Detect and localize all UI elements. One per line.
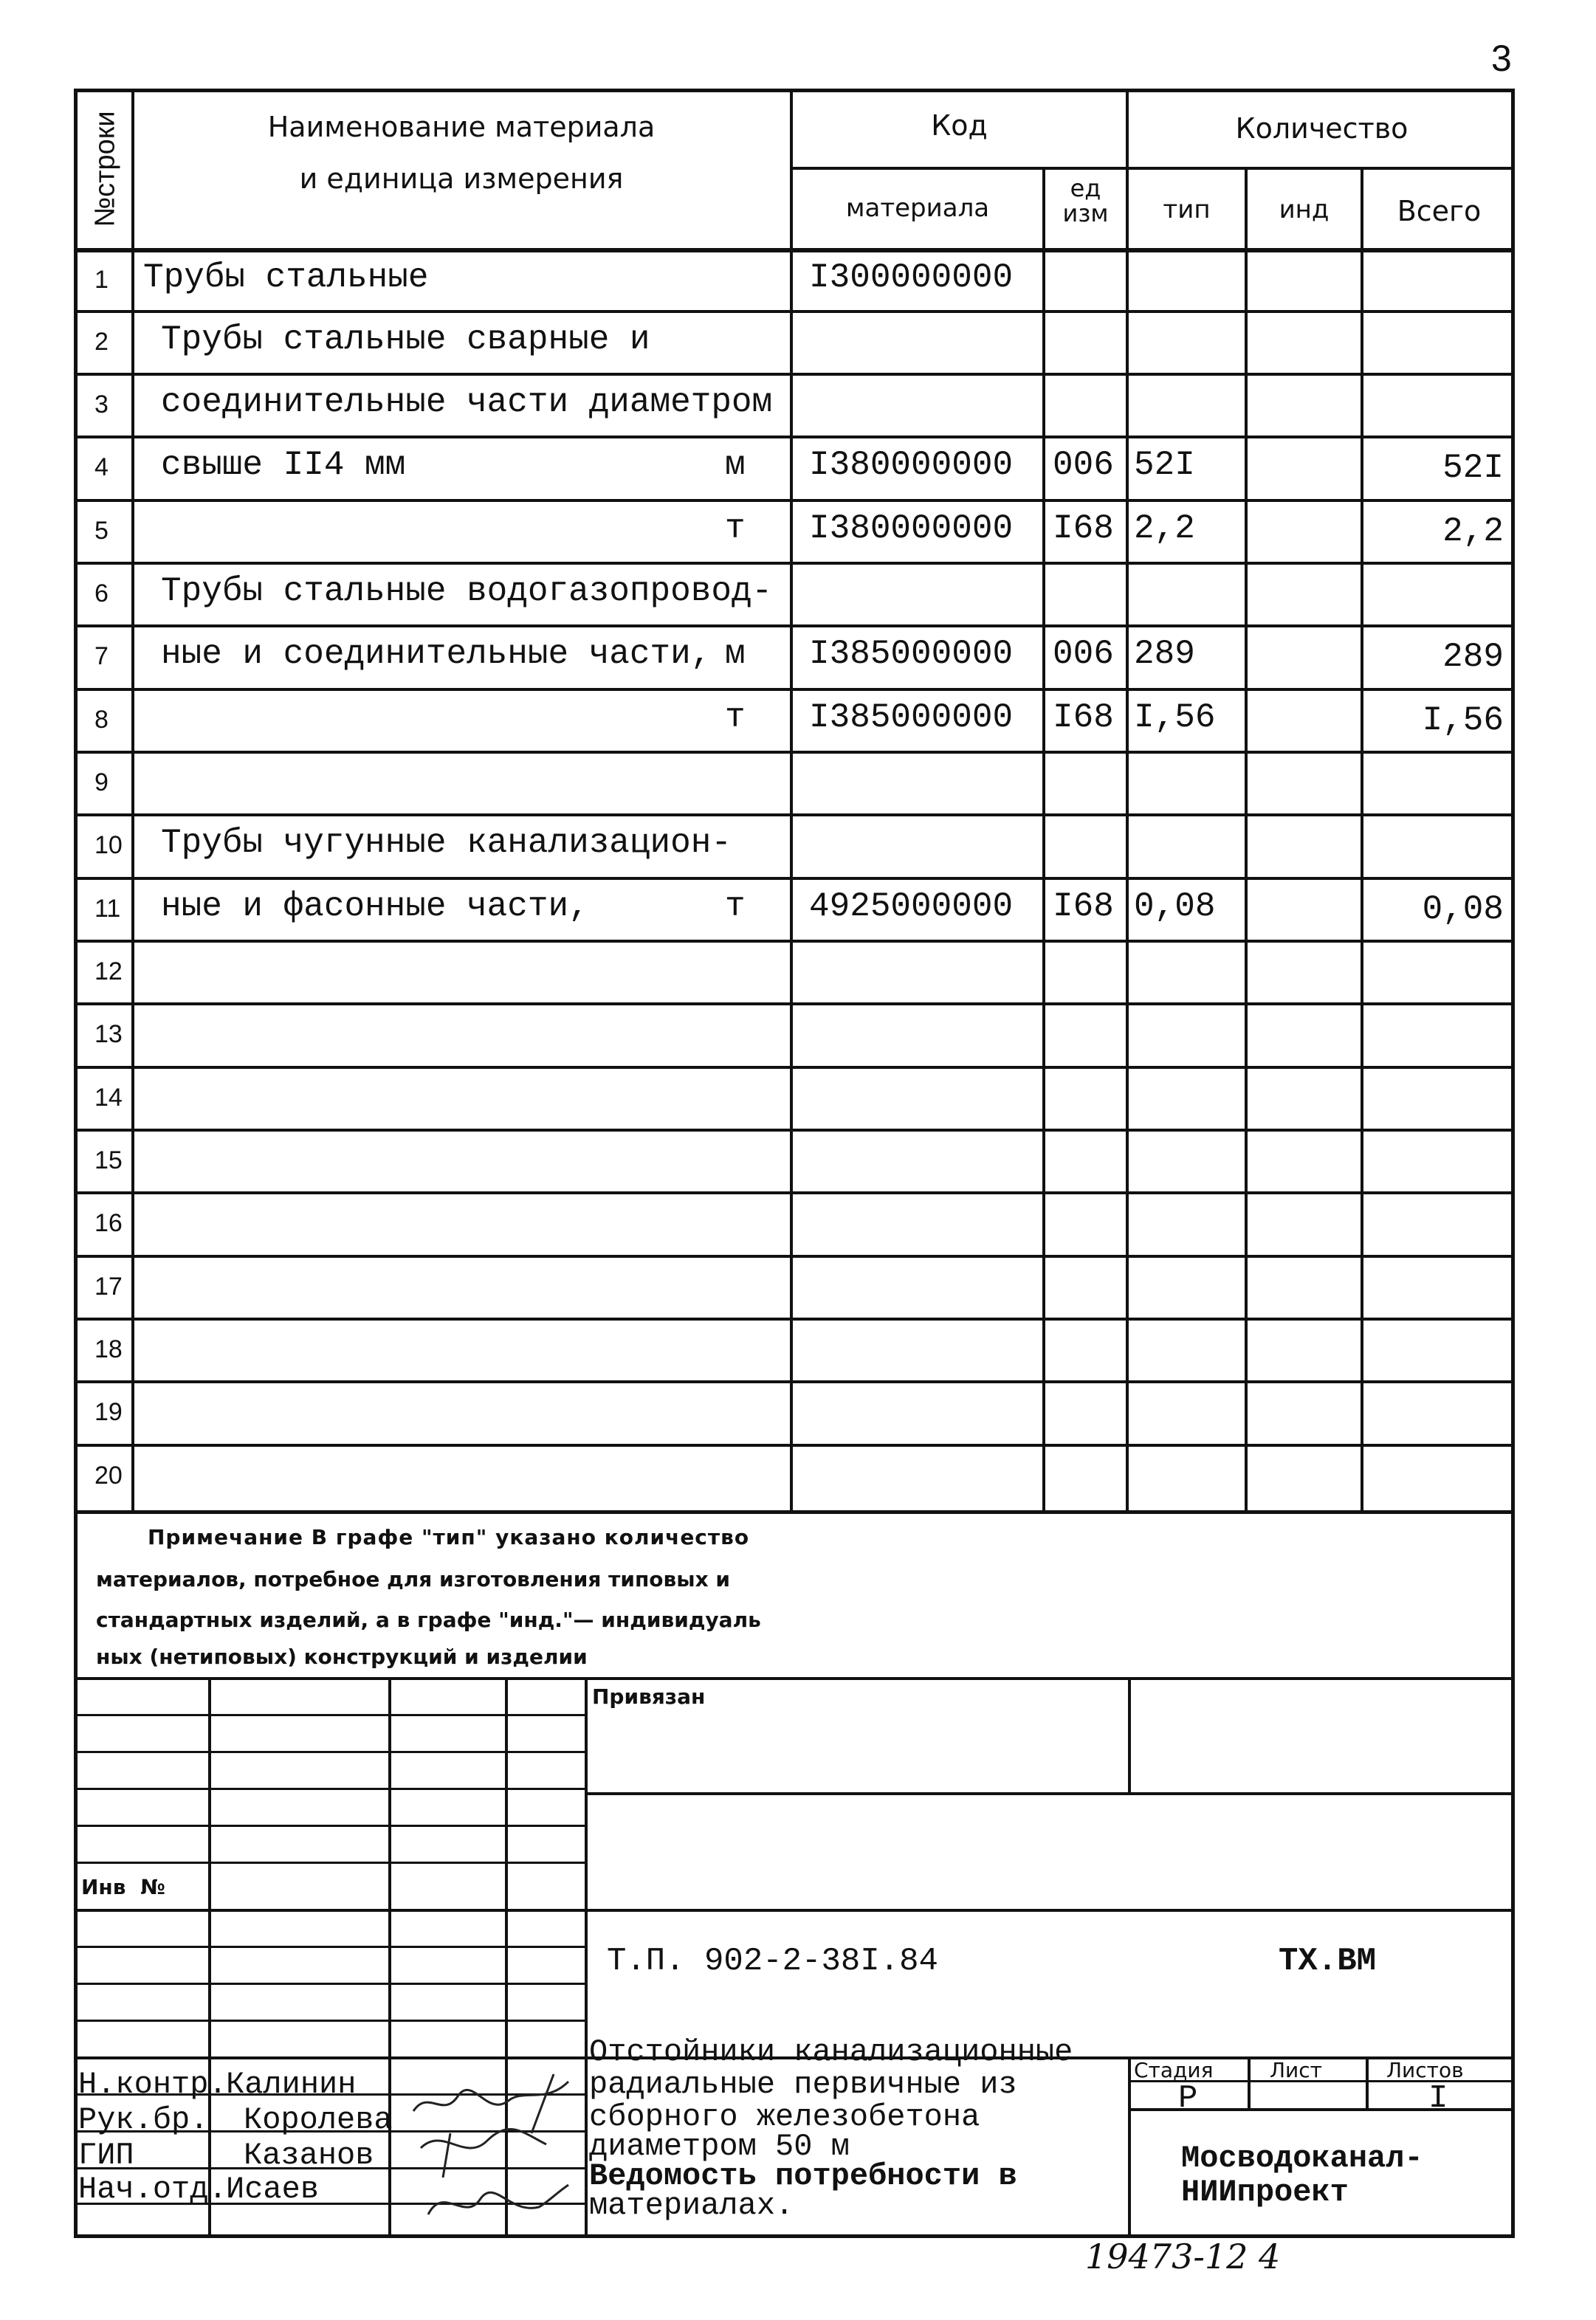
- material-code: I385000000: [809, 698, 1014, 737]
- note-line1: Примечание В графе "тип" указано количество: [148, 1525, 750, 1549]
- row-number: 11: [94, 895, 121, 923]
- unit-letter: т: [725, 509, 746, 548]
- title-line1: Отстойники канализационные: [589, 2034, 1073, 2070]
- sheet-label: Лист: [1270, 2058, 1322, 2082]
- row-number: 16: [94, 1209, 123, 1237]
- signer-role: Рук.бр.: [78, 2102, 209, 2138]
- material-name: Трубы стальные сварные и: [161, 320, 650, 359]
- signature-scribbles: [399, 2067, 591, 2237]
- signer-name: Исаев: [226, 2172, 320, 2207]
- title-line5: Ведомость потребности в: [589, 2158, 1017, 2194]
- total-quantity: 289: [1442, 638, 1504, 676]
- row-number: 1: [94, 266, 109, 294]
- row-number: 20: [94, 1462, 123, 1490]
- material-code: 4925000000: [809, 887, 1014, 926]
- row-number: 8: [94, 706, 109, 734]
- sheets-value: I: [1428, 2080, 1448, 2117]
- signer-role: Нач.отд.: [78, 2172, 227, 2207]
- signer-name: Калинин: [226, 2067, 357, 2102]
- row-number: 17: [94, 1273, 123, 1301]
- inventory-label: Инв №: [81, 1875, 165, 1899]
- code-header: Код: [931, 109, 988, 142]
- material-name: Трубы стальные водогазопровод-: [161, 572, 773, 610]
- unit-letter: м: [725, 635, 746, 673]
- unit-code: I68: [1053, 887, 1114, 926]
- row-number: 10: [94, 831, 123, 859]
- total-header: Всего: [1397, 195, 1482, 227]
- material-code: I380000000: [809, 446, 1014, 484]
- ind-header: инд: [1279, 195, 1330, 224]
- title-line6: материалах.: [589, 2188, 794, 2223]
- total-quantity: I,56: [1422, 701, 1504, 740]
- unit-code: I68: [1053, 698, 1114, 737]
- unit-code: 006: [1053, 635, 1114, 673]
- row-number: 2: [94, 328, 109, 356]
- row-number: 19: [94, 1398, 123, 1426]
- organization-line2: НИИпроект: [1181, 2175, 1349, 2210]
- material-code: I300000000: [809, 258, 1014, 297]
- material-name: свыше II4 мм: [161, 446, 406, 484]
- row-number: 7: [94, 642, 109, 670]
- signer-name: Казанов: [244, 2138, 374, 2173]
- page-number: 3: [1491, 38, 1512, 79]
- row-number: 5: [94, 517, 109, 545]
- row-number-header: №строки: [89, 111, 121, 227]
- sheets-label: Листов: [1386, 2058, 1464, 2082]
- signer-name: Королева: [244, 2102, 393, 2138]
- title-line2: радиальные первичные из: [589, 2067, 1017, 2102]
- row-number: 18: [94, 1335, 123, 1363]
- total-quantity: 0,08: [1422, 890, 1504, 929]
- row-number: 14: [94, 1084, 123, 1112]
- row-number: 9: [94, 768, 109, 796]
- organization-line1: Мосводоканал-: [1181, 2141, 1423, 2176]
- type-quantity: 2,2: [1134, 509, 1195, 548]
- total-quantity: 2,2: [1442, 512, 1504, 551]
- material-code: I380000000: [809, 509, 1014, 548]
- type-quantity: 0,08: [1134, 887, 1216, 926]
- material-name: Трубы стальные: [143, 258, 429, 297]
- note-line2: материалов, потребное для изготовления типовых и: [96, 1567, 730, 1591]
- unit-letter: т: [725, 887, 746, 926]
- note-line4: ных (нетиповых) конструкций и изделии: [96, 1645, 588, 1669]
- unit-letter: м: [725, 446, 746, 484]
- unit-letter: т: [725, 698, 746, 737]
- type-header: тип: [1163, 195, 1211, 224]
- title-line3: сборного железобетона: [589, 2099, 980, 2135]
- row-number: 15: [94, 1146, 123, 1174]
- bound-label: Привязан: [592, 1684, 706, 1709]
- row-number: 3: [94, 390, 109, 419]
- unit-code: I68: [1053, 509, 1114, 548]
- name-header-line2: и единица измерения: [299, 162, 624, 195]
- document-mark: ТХ.ВМ: [1279, 1943, 1377, 1980]
- stage-value: Р: [1178, 2080, 1198, 2117]
- material-code: I385000000: [809, 635, 1014, 673]
- material-name: соединительные части диаметром: [161, 383, 773, 421]
- material-name: Трубы чугунные канализацион-: [161, 824, 732, 862]
- type-quantity: 289: [1134, 635, 1195, 673]
- footer-number: 19473-12 4: [1085, 2237, 1281, 2276]
- row-number: 12: [94, 957, 123, 985]
- note-line3: стандартных изделий, а в графе "инд."— индивидуаль: [96, 1608, 761, 1632]
- total-quantity: 52I: [1442, 449, 1504, 487]
- type-quantity: I,56: [1134, 698, 1216, 737]
- quantity-header: Количество: [1235, 112, 1408, 145]
- name-header-line1: Наименование материала: [267, 111, 656, 143]
- title-line4: диаметром 50 м: [589, 2129, 850, 2164]
- unit-header: ед изм: [1062, 174, 1109, 227]
- row-number: 4: [94, 453, 109, 481]
- document-code: Т.П. 902-2-38I.84: [607, 1943, 938, 1980]
- signer-role: ГИП: [78, 2138, 134, 2173]
- row-number: 6: [94, 579, 109, 607]
- material-header: материала: [845, 193, 990, 223]
- row-number: 13: [94, 1020, 123, 1048]
- unit-code: 006: [1053, 446, 1114, 484]
- material-name: ные и соединительные части,: [161, 635, 712, 673]
- stage-label: Стадия: [1134, 2058, 1214, 2082]
- type-quantity: 52I: [1134, 446, 1195, 484]
- material-name: ные и фасонные части,: [161, 887, 589, 926]
- signer-role: Н.контр.: [78, 2067, 227, 2102]
